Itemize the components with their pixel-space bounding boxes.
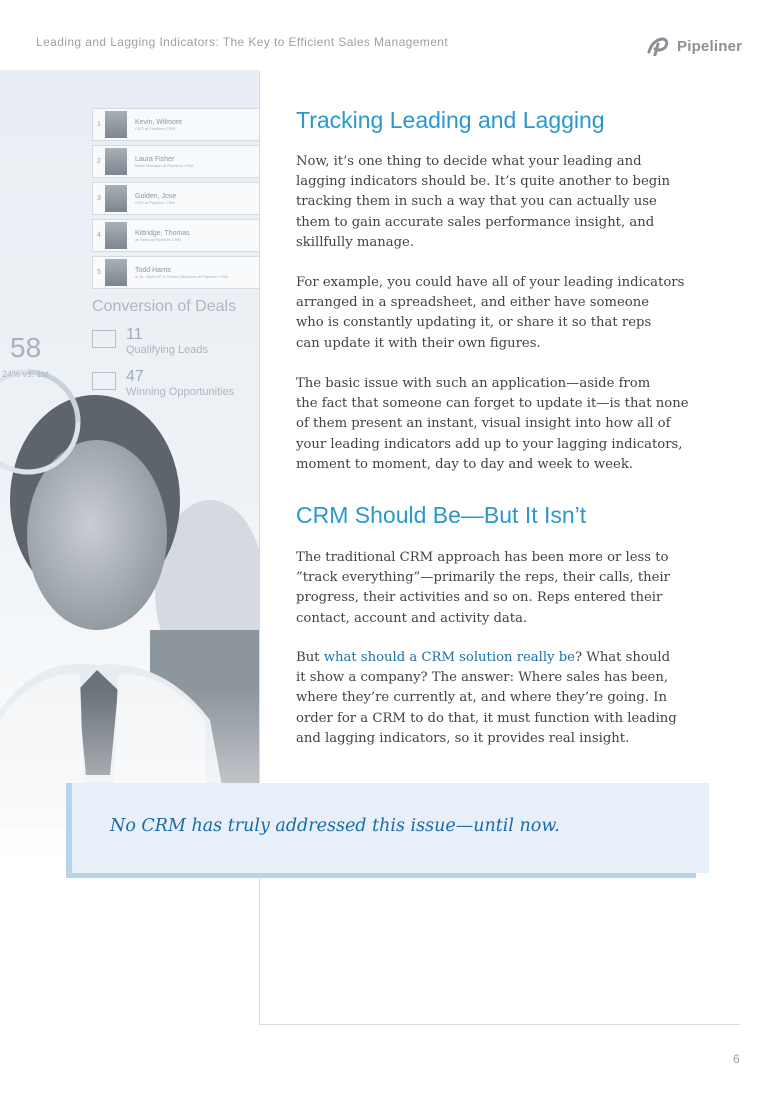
text-line: your leading indicators add up to your lagging indicators,	[296, 436, 683, 452]
person-role: CEO at Pipeliner CRM	[135, 125, 176, 131]
text-line: where they’re currently at, and where they’re going. In	[296, 690, 667, 706]
list-item	[92, 219, 260, 252]
frame-line-horizontal	[259, 1024, 740, 1025]
paragraph-3	[296, 374, 711, 475]
person-name: Kevin, Wilmore	[135, 118, 183, 126]
paragraph-1	[296, 152, 711, 253]
person-name: Golden, Jose	[135, 192, 177, 200]
paragraph-2	[296, 273, 711, 354]
stat-value: 47	[126, 368, 144, 385]
text-line: tracking them in such a way that you can actually use	[296, 194, 657, 210]
stat-label: Qualifying Leads	[126, 344, 208, 356]
text-line: skillfully manage.	[296, 234, 415, 250]
text-line: who is constantly updating it, or share it so that reps	[296, 315, 652, 331]
text-line: and lagging indicators, so it provides real insight.	[296, 730, 630, 746]
person-role: CEO at Pipeliner CRM	[135, 199, 176, 205]
crm-solution-link[interactable]: what should a CRM solution really be	[323, 650, 575, 665]
text-line: the fact that someone can forget to update it—is that none	[296, 396, 689, 412]
person-name: Laura Fisher	[135, 155, 175, 163]
paragraph-4	[296, 548, 711, 629]
text-segment: ? What should	[575, 650, 671, 665]
callout-underline	[66, 873, 696, 878]
text-line: The traditional CRM approach has been more or less to	[296, 550, 669, 565]
person-role: at Sr. Sales VP & Partner Alliances at Pipeliner CRM	[135, 273, 229, 279]
frame-line-vertical	[259, 73, 260, 1025]
list-item	[92, 256, 260, 289]
avatar	[105, 148, 127, 175]
text-line: progress, their activities and so on. Reps entered their	[296, 590, 663, 606]
stat-label: Winning Opportunities	[126, 386, 235, 398]
logo-text: Pipeliner	[677, 37, 743, 55]
pipeliner-logo-icon	[646, 36, 672, 56]
text-line: lagging indicators should be. It’s quite another to begin	[296, 174, 670, 190]
page-number: 6	[733, 1052, 740, 1066]
gauge-sub: 24% vs. 1st	[2, 369, 49, 379]
text-line: order for a CRM to do that, it must function with leading	[296, 710, 677, 726]
person-name: Todd Harris	[135, 266, 171, 274]
header-title: Leading and Lagging Indicators: The Key to Efficient Sales Management	[36, 35, 449, 49]
trend-chart-icon	[92, 372, 116, 390]
list-item-number: 1	[97, 121, 101, 128]
text-line: For example, you could have all of your leading indicators	[296, 275, 685, 290]
person-role: Sales Manager at Pipeliner CRM	[135, 162, 194, 168]
stat-winning-opportunities	[92, 368, 234, 398]
text-line: can update it with their own figures.	[296, 335, 541, 351]
section-heading-crm: CRM Should Be—But It Isn’t	[296, 502, 587, 528]
text-line: contact, account and activity data.	[296, 610, 528, 626]
text-line: moment to moment, day to day and week to week.	[296, 456, 634, 472]
avatar	[105, 222, 127, 249]
text-line	[296, 648, 711, 668]
hero-image	[0, 70, 260, 900]
text-line: ”track everything”—primarily the reps, their calls, their	[296, 570, 670, 586]
people-list	[92, 108, 260, 293]
list-item-number: 4	[97, 232, 101, 239]
text-line: it show a company? The answer: Where sales has been,	[296, 670, 669, 686]
list-item	[92, 108, 260, 141]
text-line: The basic issue with such an application—aside from	[296, 376, 651, 391]
gauge-value: 58	[10, 332, 42, 363]
person-role: at Sales at Pipeliner CRM	[135, 236, 181, 242]
text-line: of them present an instant, visual insight into how all of	[296, 416, 671, 432]
text-segment: But	[296, 650, 324, 665]
callout-text: No CRM has truly addressed this issue—until now.	[110, 816, 560, 836]
person-name: Kittridge, Thomas	[135, 229, 190, 237]
list-item-number: 3	[97, 195, 101, 202]
text-line: them to gain accurate sales performance insight, and	[296, 214, 655, 230]
text-line: arranged in a spreadsheet, and either have someone	[296, 295, 649, 311]
stat-qualifying-leads	[92, 326, 208, 356]
list-item-number: 2	[97, 158, 101, 165]
trend-chart-icon	[92, 330, 116, 348]
list-item	[92, 145, 260, 178]
avatar	[105, 259, 127, 286]
list-item-number: 5	[97, 269, 101, 276]
text-line: Now, it’s one thing to decide what your leading and	[296, 154, 642, 169]
pipeliner-logo[interactable]	[646, 36, 742, 56]
paragraph-5	[296, 648, 711, 749]
avatar	[105, 185, 127, 212]
conversion-title: Conversion of Deals	[92, 298, 237, 315]
stat-value: 11	[126, 326, 143, 343]
avatar	[105, 111, 127, 138]
list-item	[92, 182, 260, 215]
section-heading-tracking: Tracking Leading and Lagging	[296, 107, 605, 133]
